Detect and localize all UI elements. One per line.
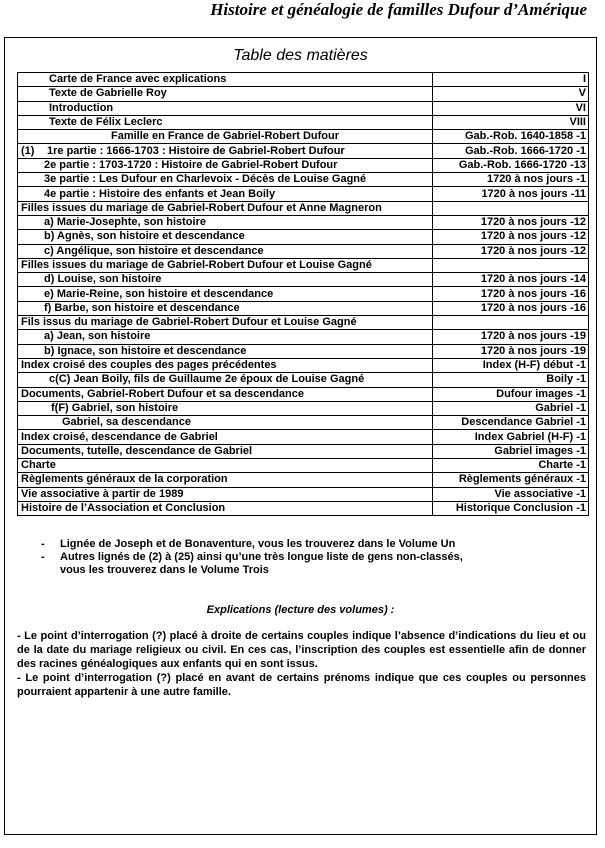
toc-label: Carte de France avec explications [18,73,433,87]
toc-row [18,115,589,129]
toc-label: Index croisé, descendance de Gabriel [18,430,433,444]
explication-paragraph: - Le point d’interrogation (?) placé à droite de certains couples indique l’absence d’indications du lieu et ou de la date du mariage religieux ou civil. En ces cas, l’inscription des couples est essentielle afin de donner des racines généalogiques aux enfants qui en sont issus. [17,630,586,670]
toc-row [18,330,589,344]
toc-row [18,73,589,87]
toc-section-label: Filles issues du mariage de Gabriel-Robert Dufour et Louise Gagné [18,258,433,272]
note-text: Lignée de Joseph et de Bonaventure, vous les trouverez dans le Volume Un [60,538,456,550]
toc-ref: Charte -1 [433,459,589,473]
toc-label: Documents, Gabriel-Robert Dufour et sa descendance [18,387,433,401]
toc-row [18,144,589,158]
toc-ref: 1720 à nos jours -16 [433,301,589,315]
toc-frame [4,37,597,835]
toc-label: Histoire de l’Association et Conclusion [18,501,433,515]
toc-ref: Index (H-F) début -1 [433,358,589,372]
toc-label: c) Angélique, son histoire et descendance [18,244,433,258]
toc-label: f) Barbe, son histoire et descendance [18,301,433,315]
toc-ref: 1720 à nos jours -11 [433,187,589,201]
toc-ref: Historique Conclusion -1 [433,501,589,515]
toc-row [18,358,589,372]
toc-ref: Gabriel -1 [433,401,589,415]
toc-label: b) Agnès, son histoire et descendance [18,230,433,244]
note-text: vous les trouverez dans le Volume Trois [60,564,269,576]
toc-label: 1re partie : 1666-1703 : Histoire de Gabriel-Robert Dufour [47,144,345,157]
toc-ref: 1720 à nos jours -12 [433,230,589,244]
toc-ref: Gab.-Rob. 1666-1720 -1 [433,144,589,158]
toc-label: Vie associative à partir de 1989 [18,487,433,501]
toc-ref: Gab.-Rob. 1666-1720 -13 [433,158,589,172]
toc-section-label: Filles issues du mariage de Gabriel-Robert Dufour et Anne Magneron [18,201,433,215]
toc-label: Texte de Gabrielle Roy [18,87,433,101]
toc-section-row [18,201,589,215]
toc-label: 4e partie : Histoire des enfants et Jean Boily [18,187,433,201]
toc-ref: V [433,87,589,101]
running-header: Histoire et généalogie de familles Dufour d’Amérique [210,0,587,19]
toc-ref: 1720 à nos jours -12 [433,244,589,258]
toc-ref [433,316,589,330]
toc-label: d) Louise, son histoire [18,273,433,287]
toc-ref: 1720 à nos jours -19 [433,330,589,344]
toc-label: e) Marie-Reine, son histoire et descendance [18,287,433,301]
toc-row [18,273,589,287]
toc-ref: Dufour images -1 [433,387,589,401]
toc-row [18,158,589,172]
toc-ref: 1720 à nos jours -16 [433,287,589,301]
note-text: Autres lignés de (2) à (25) ainsi qu’une très longue liste de gens non-classés, [60,551,463,563]
toc-ref: 1720 à nos jours -1 [433,173,589,187]
toc-row [18,473,589,487]
toc-row [18,101,589,115]
toc-label: Charte [18,459,433,473]
toc-row [18,387,589,401]
toc-row [18,459,589,473]
toc-row [18,87,589,101]
toc-label: Gabriel, sa descendance [18,416,433,430]
toc-section-row [18,258,589,272]
toc-row [18,130,589,144]
toc-label: c(C) Jean Boily, fils de Guillaume 2e époux de Louise Gagné [18,373,433,387]
toc-table [17,72,589,516]
toc-label: b) Ignace, son histoire et descendance [18,344,433,358]
toc-ref: Index Gabriel (H-F) -1 [433,430,589,444]
toc-section-row [18,316,589,330]
toc-ref: Boily -1 [433,373,589,387]
toc-title: Table des matières [233,47,368,64]
toc-ref: Gabriel images -1 [433,444,589,458]
toc-row [18,401,589,415]
explication-paragraph: - Le point d’interrogation (?) placé en avant de certains prénoms indique que ces couples ou personnes pourraient appartenir à une autre famille. [17,672,586,698]
note-item [41,564,463,577]
toc-ref: Gab.-Rob. 1640-1858 -1 [433,130,589,144]
toc-ref [433,201,589,215]
toc-label: a) Jean, son histoire [18,330,433,344]
toc-label: Documents, tutelle, descendance de Gabriel [18,444,433,458]
toc-section-label: Fils issus du mariage de Gabriel-Robert Dufour et Louise Gagné [18,316,433,330]
toc-label: Famille en France de Gabriel-Robert Dufour [18,130,433,144]
explications-title: Explications (lecture des volumes) : [206,604,395,616]
toc-row [18,344,589,358]
toc-label: Index croisé des couples des pages précédentes [18,358,433,372]
toc-label: 2e partie : 1703-1720 : Histoire de Gabriel-Robert Dufour [18,158,433,172]
note-dash: - [41,551,45,563]
toc-row [18,501,589,515]
toc-row [18,287,589,301]
toc-label: 3e partie : Les Dufour en Charlevoix - Décès de Louise Gagné [18,173,433,187]
toc-row [18,373,589,387]
toc-row [18,187,589,201]
toc-row [18,230,589,244]
toc-ref: Descendance Gabriel -1 [433,416,589,430]
toc-row [18,244,589,258]
note-item [41,538,463,551]
chapter-number: (1) [21,144,35,157]
toc-row [18,487,589,501]
toc-ref [433,258,589,272]
toc-ref: 1720 à nos jours -14 [433,273,589,287]
toc-ref: 1720 à nos jours -12 [433,215,589,229]
toc-label: Règlements généraux de la corporation [18,473,433,487]
note-item [41,551,463,564]
toc-row [18,215,589,229]
toc-row [18,416,589,430]
note-dash: - [41,538,45,550]
toc-ref: VIII [433,115,589,129]
toc-label-cell [18,144,433,158]
toc-row [18,444,589,458]
toc-row [18,173,589,187]
toc-label: Texte de Félix Leclerc [18,115,433,129]
toc-label: f(F) Gabriel, son histoire [18,401,433,415]
toc-label: Introduction [18,101,433,115]
toc-ref: Règlements généraux -1 [433,473,589,487]
toc-row [18,301,589,315]
toc-ref: 1720 à nos jours -19 [433,344,589,358]
volume-notes [41,538,463,577]
toc-ref: Vie associative -1 [433,487,589,501]
toc-ref: I [433,73,589,87]
toc-label: a) Marie-Josephte, son histoire [18,215,433,229]
explications-body [17,629,586,699]
toc-row [18,430,589,444]
toc-ref: VI [433,101,589,115]
